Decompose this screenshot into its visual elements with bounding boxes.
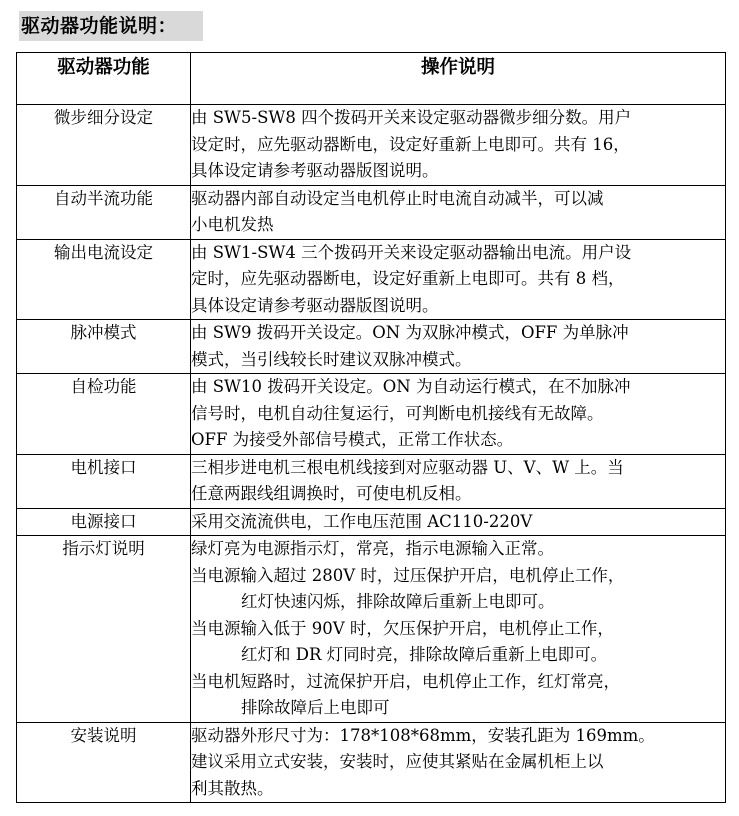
- description-line: 利其散热。: [191, 778, 274, 798]
- table-row: [17, 508, 726, 536]
- function-cell: 指示灯说明: [17, 536, 191, 723]
- table-row: [17, 454, 726, 508]
- description-line: 当电源输入低于 90V 时，欠压保护开启，电机停止工作，: [191, 618, 614, 638]
- description-line: 由 SW9 拨码开关设定。ON 为双脉冲模式，OFF 为单脉冲: [191, 323, 629, 342]
- function-cell: 安装说明: [17, 722, 191, 803]
- description-line: 红灯和 DR 灯同时亮，排除故障后重新上电即可。: [241, 645, 608, 664]
- description-cell: [191, 320, 726, 374]
- description-line: 驱动器外形尺寸为：178*108*68mm，安装孔距为 169mm。: [191, 725, 655, 745]
- table-row: [17, 374, 726, 455]
- description-line: 三相步进电机三根电机线接到对应驱动器 U、V、W 上。当: [191, 457, 624, 477]
- description-line: 定时，应先驱动器断电，设定好重新上电即可。共有 8 档，: [191, 269, 625, 288]
- function-cell: 自动半流功能: [17, 185, 191, 239]
- description-line: 由 SW5-SW8 四个拨码开关来设定驱动器微步细分数。用户: [191, 108, 632, 127]
- description-cell: [191, 536, 726, 723]
- driver-function-table: [16, 52, 726, 803]
- description-cell: [191, 185, 726, 239]
- description-line: 当电机短路时，过流保护开启，电机停止工作，红灯常亮，: [191, 671, 620, 691]
- table-row: [17, 536, 726, 723]
- table-row: [17, 239, 726, 320]
- description-line: 模式，当引线较长时建议双脉冲模式。: [191, 349, 472, 369]
- function-cell: 自检功能: [17, 374, 191, 455]
- description-cell: [191, 239, 726, 320]
- function-cell: 输出电流设定: [17, 239, 191, 320]
- description-line: 建议采用立式安装，安装时，应使其紧贴在金属机柜上以: [191, 752, 604, 771]
- description-line: 任意两跟线组调换时，可使电机反相。: [191, 484, 472, 503]
- description-cell: [191, 508, 726, 536]
- section-title: 驱动器功能说明：: [19, 11, 203, 41]
- description-line: 绿灯亮为电源指示灯，常亮，指示电源输入正常。: [191, 539, 554, 558]
- header-function: 驱动器功能: [17, 53, 191, 105]
- table-row: [17, 105, 726, 186]
- function-cell: 脉冲模式: [17, 320, 191, 374]
- table-body: [17, 105, 726, 803]
- description-line: 红灯快速闪烁，排除故障后重新上电即可。: [241, 592, 555, 611]
- description-line: 当电源输入超过 280V 时，过压保护开启，电机停止工作，: [191, 565, 625, 585]
- table-row: [17, 320, 726, 374]
- function-cell: 电机接口: [17, 454, 191, 508]
- description-line: 驱动器内部自动设定当电机停止时电流自动减半，可以减: [191, 188, 604, 208]
- table-header-row: [17, 53, 726, 105]
- description-line: 具体设定请参考驱动器版图说明。: [191, 295, 439, 315]
- function-cell: 微步细分设定: [17, 105, 191, 186]
- description-line: 具体设定请参考驱动器版图说明。: [191, 161, 439, 180]
- description-line: 设定时，应先驱动器断电，设定好重新上电即可。共有 16，: [191, 134, 630, 154]
- description-line: 信号时，电机自动往复运行，可判断电机接线有无故障。: [191, 403, 604, 423]
- description-cell: [191, 105, 726, 186]
- description-line: 排除故障后上电即可: [241, 698, 390, 717]
- description-cell: [191, 374, 726, 455]
- table-row: [17, 185, 726, 239]
- description-line: 由 SW1-SW4 三个拨码开关来设定驱动器输出电流。用户设: [191, 242, 632, 262]
- description-line: 小电机发热: [191, 215, 274, 234]
- function-cell: 电源接口: [17, 508, 191, 536]
- description-cell: [191, 454, 726, 508]
- description-line: 采用交流流供电，工作电压范围 AC110-220V: [191, 511, 533, 531]
- description-line: OFF 为接受外部信号模式，正常工作状态。: [191, 430, 514, 449]
- table-row: [17, 722, 726, 803]
- description-line: 由 SW10 拨码开关设定。ON 为自动运行模式，在不加脉冲: [191, 377, 631, 396]
- description-cell: [191, 722, 726, 803]
- header-description: 操作说明: [191, 53, 726, 105]
